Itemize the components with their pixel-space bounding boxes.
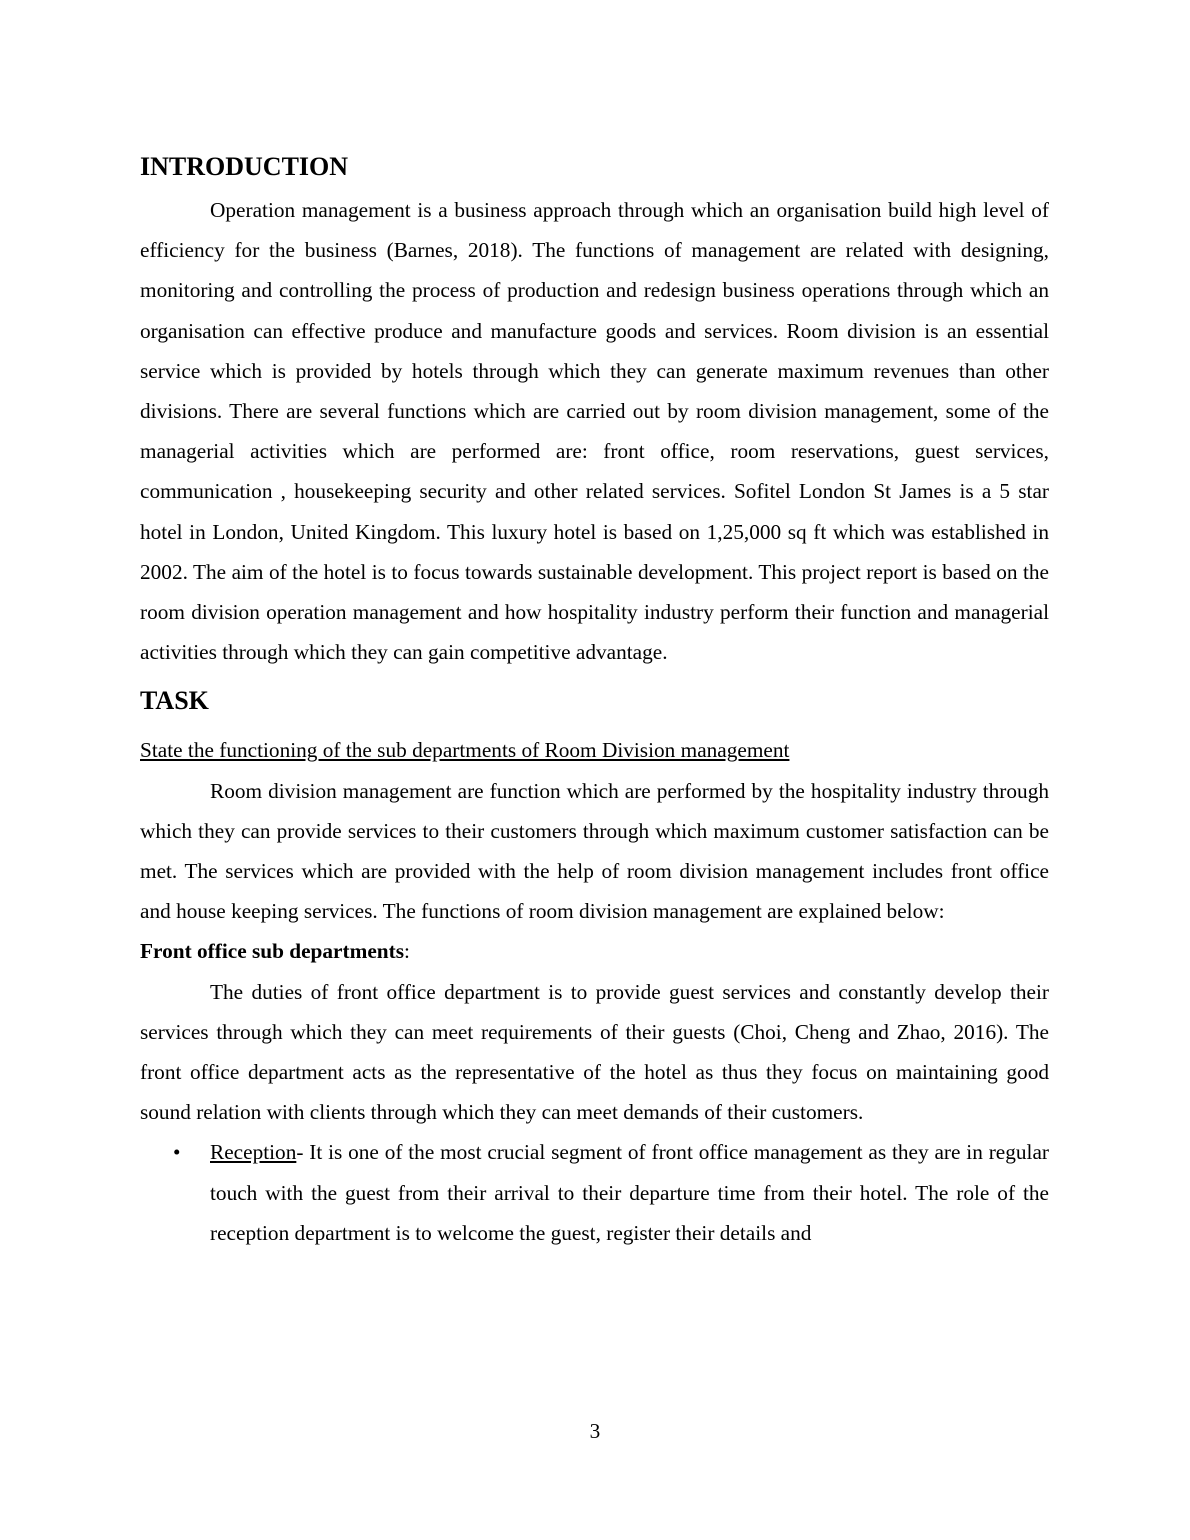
reception-text: - It is one of the most crucial segment of front office management as they are in regular touch with the guest from their arrival to their departure time from their hotel. The role of the reception department is to welcome the guest, register their details and: [210, 1140, 1049, 1245]
front-office-colon: :: [404, 939, 410, 964]
front-office-paragraph: The duties of front office department is to provide guest services and constantly develop their services through which they can meet requirements of their guests (Choi, Cheng and Zhao, 2016). The front office department acts as the representative of the hotel as thus they focus on maintaining good sound relation with clients through which they can meet demands of their customers.: [140, 979, 1049, 1125]
list-item-reception: [140, 1132, 1049, 1253]
introduction-paragraph: Operation management is a business approach through which an organisation build high level of efficiency for the business (Barnes, 2018). The functions of management are related with designing, monitoring and controlling the process of production and redesign business operations through which an organisation can effective produce and manufacture goods and services. Room division is an essential service which is provided by hotels through which they can generate maximum revenues than other divisions. There are several functions which are carried out by room division management, some of the managerial activities which are performed are: front office, room reservations, guest services, communication , housekeeping security and other related services. Sofitel London St James is a 5 star hotel in London, United Kingdom. This luxury hotel is based on 1,25,000 sq ft which was established in 2002. The aim of the hotel is to focus towards sustainable development. This project report is based on the room division operation management and how hospitality industry perform their function and managerial activities through which they can gain competitive advantage.: [140, 198, 1049, 665]
reception-term: Reception: [210, 1140, 297, 1165]
bullet-icon: •: [173, 1140, 181, 1165]
front-office-heading: Front office sub departments: [140, 939, 405, 964]
task-heading: TASK: [140, 686, 209, 716]
introduction-heading: INTRODUCTION: [140, 152, 349, 181]
page-content: [140, 150, 1049, 1253]
task-subheading: State the functioning of the sub departments of Room Division management: [140, 738, 790, 763]
front-office-heading-line: [140, 931, 1049, 971]
page-number: 3: [589, 1419, 601, 1443]
sub-department-list: [140, 1132, 1049, 1253]
task-intro-paragraph: Room division management are function which are performed by the hospitality industry through which they can provide services to their customers through which maximum customer satisfaction can be met. The services which are provided with the help of room division management includes front office and house keeping services. The functions of room division management are explained below:: [140, 778, 1049, 924]
